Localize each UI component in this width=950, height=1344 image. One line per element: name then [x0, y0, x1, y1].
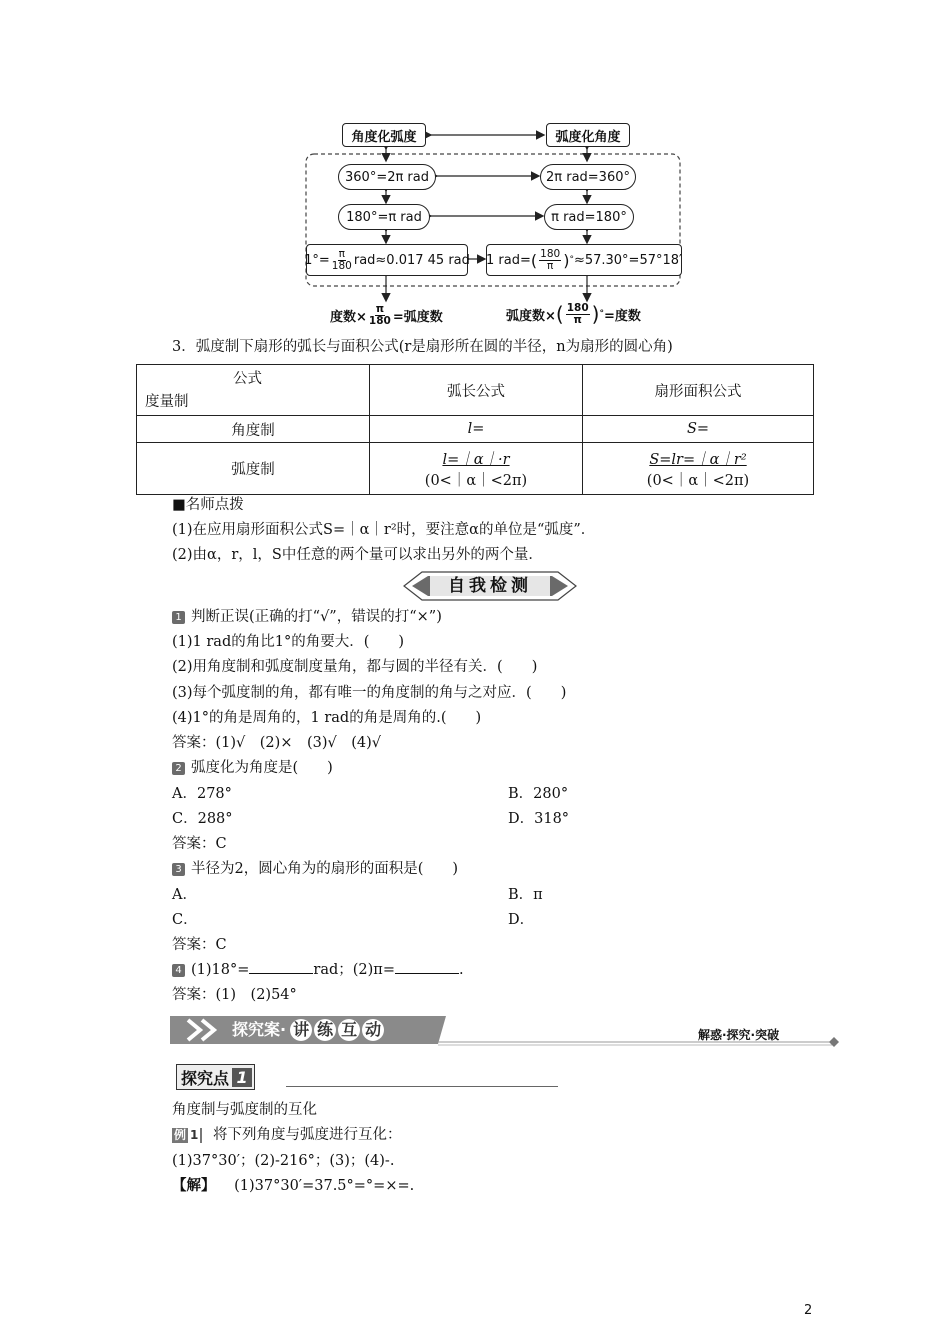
q2-option-a: A．278° [172, 786, 232, 802]
row-radian-label: 弧度制 [137, 443, 370, 495]
q1-item-4: (4)1°的角是周角的，1 rad的角是周角的.( ) [172, 710, 482, 726]
fraction-denominator: 180 [331, 259, 352, 272]
formula-one-degree [306, 244, 468, 276]
explore-banner-left: 探究案· [232, 1020, 287, 1039]
degree-area-formula: S= [583, 416, 814, 443]
rule-suffix: =度数 [603, 308, 641, 324]
example-1-solution [172, 1177, 414, 1195]
q3-answer: 答案：C [172, 937, 227, 953]
q4-part-2-end: . [458, 962, 464, 978]
fraction-numerator: π [338, 247, 345, 260]
example-badge-word: 例 [174, 1128, 187, 1142]
banner-char: 互 [338, 1019, 360, 1041]
q2-option-d: D．318° [508, 811, 570, 827]
banner-char: 动 [362, 1019, 384, 1041]
tips-point-2: (2)由α，r，l，S中任意的两个量可以求出另外的两个量． [172, 547, 543, 563]
header-arc-length: 弧长公式 [370, 365, 583, 416]
q2-answer: 答案：C [172, 836, 227, 852]
formula-180-deg: 180°=π rad [338, 204, 430, 230]
one-radian-suffix: ≈57.30°=57°18′ [573, 252, 682, 268]
q2-option-b: B．280° [508, 786, 569, 802]
self-check-banner: 自我检测 [448, 576, 532, 596]
question-number-badge: 4 [172, 964, 185, 977]
tips-point-1: (1)在应用扇形面积公式S=｜α｜r²时，要注意α的单位是“弧度”． [172, 522, 596, 538]
rule-prefix: 弧度数× [506, 308, 556, 324]
q1-item-2: (2)用角度制和弧度制度量角，都与圆的半径有关．( ) [172, 659, 538, 675]
explore-point-text: 探究点 [181, 1068, 230, 1088]
question-3-text: 半径为2，圆心角为的扇形的面积是( ) [191, 861, 459, 877]
solution-label: 【解】 [172, 1177, 216, 1194]
solution-text: (1)37°30′=37.5°=°=×=. [234, 1178, 415, 1194]
q4-answer: 答案：(1) (2)54° [172, 987, 297, 1003]
radian-to-degree-rule: 弧度数× ( $\frac{180}{\pi}$ ) ° =度数 [506, 301, 641, 326]
conversion-diagram-lines [0, 0, 950, 340]
question-1-text: 判断正误(正确的打“√”，错误的打“×”) [191, 609, 442, 625]
pi-over-180-fraction [332, 249, 352, 272]
q1-item-3: (3)每个弧度制的角，都有唯一的角度制的角与之对应．( ) [172, 685, 567, 701]
one-radian-prefix: 1 rad= [486, 252, 531, 268]
header-sector-area: 扇形面积公式 [583, 365, 814, 416]
example-1-items: (1)37°30′；(2)-216°；(3)；(4)-. [172, 1153, 395, 1169]
explore-point-label [176, 1064, 255, 1090]
q2-option-c: C．288° [172, 811, 233, 827]
fraction-numerator: 180 [540, 247, 561, 260]
radian-area-cell [583, 443, 814, 495]
q4-blank-2[interactable] [395, 973, 459, 974]
radian-to-angle-box: 弧度化角度 [546, 123, 630, 147]
q1-item-1: (1)1 rad的角比1°的角要大．( ) [172, 634, 405, 650]
fraction-denominator: 180 [368, 315, 391, 327]
q4-part-1: (1)18°= [191, 962, 250, 978]
180-over-pi-fraction [566, 303, 590, 326]
q3-option-a: A． [172, 887, 197, 903]
header-formula: 公式 [233, 371, 262, 387]
rule-suffix: =弧度数 [392, 310, 443, 325]
header-measure: 度量制 [145, 394, 189, 410]
explore-point-rule [286, 1086, 558, 1087]
one-degree-suffix: rad≈0.017 45 rad [353, 252, 470, 268]
topic-heading: 角度制与弧度制的互化 [172, 1102, 317, 1118]
180-over-pi-fraction [539, 249, 561, 272]
example-badge [172, 1128, 202, 1143]
formula-2pi-rad: 2π rad=360° [540, 164, 636, 190]
rule-prefix: 度数× [330, 310, 367, 325]
explore-point-number: 1 [232, 1068, 252, 1087]
question-number-badge: 3 [172, 863, 185, 876]
fraction-denominator: π [573, 313, 582, 326]
q3-option-d: D． [508, 912, 535, 928]
degree-to-radian-rule [330, 304, 443, 327]
formula-360-deg: 360°=2π rad [338, 164, 436, 190]
radian-arc-formula: l=｜α｜·r [442, 451, 510, 468]
question-number-badge: 2 [172, 762, 185, 775]
radian-area-condition: (0<｜α｜<2π) [646, 472, 750, 489]
q4-part-1-unit: rad； [313, 962, 353, 978]
q4-blank-1[interactable] [249, 973, 313, 974]
explore-banner-right: 解惑·探究·突破 [698, 1028, 780, 1042]
banner-char: 练 [314, 1019, 336, 1041]
fraction-denominator: π [547, 259, 554, 272]
fraction-numerator: 180 [566, 301, 589, 314]
formula-one-radian: 1 rad= ( $\frac{180}{\pi}$ ) ° ≈57.30°=57°18′ [486, 244, 682, 276]
question-4 [172, 961, 464, 979]
degree-arc-formula: l= [370, 416, 583, 443]
question-3 [172, 860, 458, 878]
radian-arc-cell [370, 443, 583, 495]
explore-banner [232, 1018, 384, 1042]
radian-arc-condition: (0<｜α｜<2π) [424, 472, 528, 489]
example-1-text: 将下列角度与弧度进行互化： [212, 1127, 402, 1143]
formula-pi-rad: π rad=180° [544, 204, 634, 230]
question-2-text: 弧度化为角度是( ) [191, 760, 333, 776]
radian-area-formula: S=lr=｜α｜r² [649, 451, 747, 468]
pi-over-180-fraction [369, 304, 391, 327]
banner-char: 讲 [290, 1019, 312, 1041]
page-number: 2 [804, 1303, 813, 1318]
tips-title: ■名师点拨 [172, 497, 244, 513]
q4-part-2: (2)π= [352, 962, 395, 978]
table-corner-cell [137, 365, 370, 416]
one-degree-prefix: 1°= [304, 252, 330, 268]
question-number-badge: 1 [172, 611, 185, 624]
q1-answer: 答案：(1)√ (2)× (3)√ (4)√ [172, 735, 382, 751]
example-badge-number: 1 [190, 1128, 199, 1142]
question-1 [172, 608, 442, 626]
example-1 [172, 1126, 401, 1144]
row-degree-label: 角度制 [137, 416, 370, 443]
fraction-numerator: π [375, 303, 385, 315]
sector-formula-table [136, 364, 814, 495]
section-3-heading: 3．弧度制下扇形的弧长与面积公式(r是扇形所在圆的半径，n为扇形的圆心角) [172, 339, 673, 355]
angle-to-radian-box: 角度化弧度 [342, 123, 426, 147]
question-2 [172, 759, 333, 777]
q3-option-b: B．π [508, 887, 543, 903]
q3-option-c: C． [172, 912, 198, 928]
